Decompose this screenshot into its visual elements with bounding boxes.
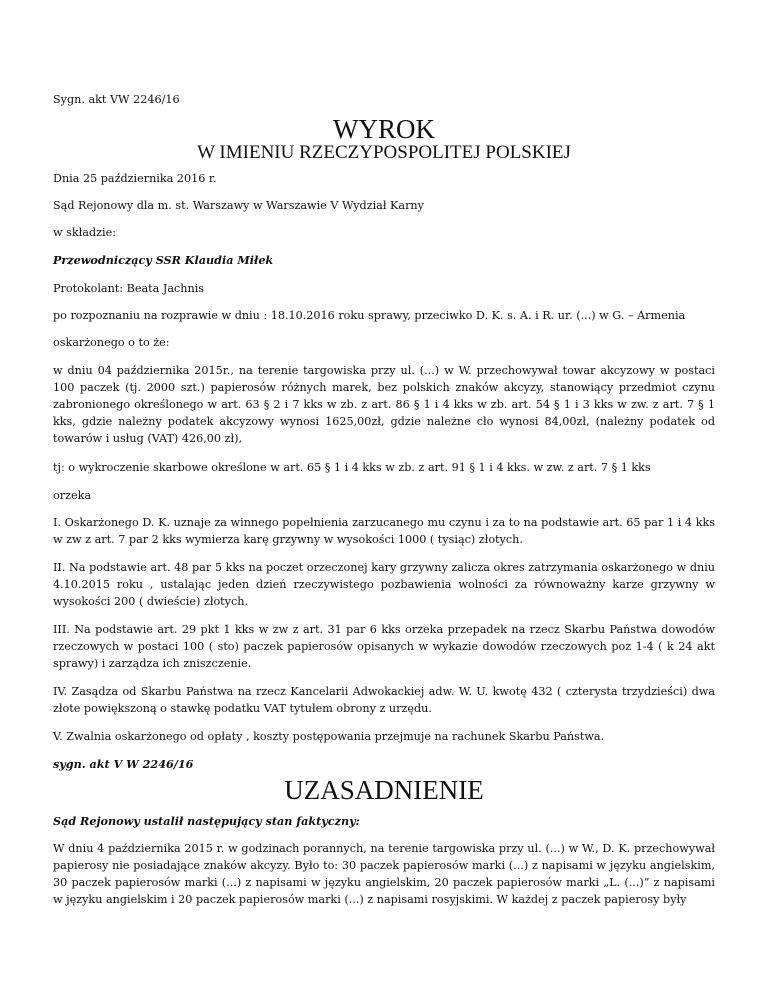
case-reference-2: sygn. akt V W 2246/16	[53, 757, 194, 771]
facts-text: W dniu 4 października 2015 r. w godzinach porannych, na terenie targowiska przy ul. (...) w W., D. K. przechowywał papierosy nie posiadające znaków akcyzy. Było to: 30 paczek papierosów marki (...) z napisami w języku angielskim, 30 paczek papierosów marki (...) z napisami w języku angielskim, 20 paczek papierosów marki „L. (...)” z napisami w języku angielskim i 20 paczek papierosów marki (...) z napisami rosyjskimi. W każdej z paczek papierosy były	[53, 842, 715, 906]
hearing-info: po rozpoznaniu na rozprawie w dniu : 18.10.2016 roku sprawy, przeciwko D. K. s. A. i R. ur. (...) w G. – Armenia	[53, 309, 686, 322]
ruling-word: orzeka	[53, 489, 92, 502]
charge-text: w dniu 04 października 2015r., na terenie targowiska przy ul. (...) w W. przechowywał towar akcyzowy w postaci 100 paczek (tj. 2000 szt.) papierosów różnych marek, bez polskich znaków akcyzy, stanowiący przedmiot czynu zabronionego określonego w art. 63 § 2 i 7 kks w zb. z art. 86 § 1 i 4 kks w zb. art. 54 § 1 i 3 kks w zw. z art. 7 § 1 kks, gdzie należny podatek akcyzowy wynosi 1625,00zł, gdzie należne cło wynosi 84,00zł, (należny podatek od towarów i usług (VAT) 426,00 zł),	[53, 364, 715, 445]
legal-qualification: tj: o wykroczenie skarbowe określone w art. 65 § 1 i 4 kks w zb. z art. 91 § 1 i 4 kks. w zw. z art. 7 § 1 kks	[53, 461, 651, 474]
document-subtitle: W IMIENIU RZECZYPOSPOLITEJ POLSKIEJ	[197, 142, 571, 163]
facts-heading: Sąd Rejonowy ustalił następujący stan faktyczny:	[53, 814, 360, 828]
presiding-judge: Przewodniczący SSR Klaudia Miłek	[53, 253, 274, 267]
court-name: Sąd Rejonowy dla m. st. Warszawy w Warszawie V Wydział Karny	[53, 199, 424, 212]
ruling-point-2: II. Na podstawie art. 48 par 5 kks na poczet orzeczonej kary grzywny zalicza okres zatrzymania oskarżonego w dniu 4.10.2015 roku , ustalając jeden dzień rzeczywistego pozbawienia wolności za równoważny karze grzywny w wysokości 200 ( dwieście) złotych.	[53, 561, 715, 608]
ruling-point-3: III. Na podstawie art. 29 pkt 1 kks w zw z art. 31 par 6 kks orzeka przepadek na rzecz Skarbu Państwa dowodów rzeczowych w postaci 100 ( sto) paczek papierosów opisanych w wykazie dowodów rzeczowych poz 1-4 ( k 24 akt sprawy) i zarządza ich zniszczenie.	[53, 623, 715, 670]
ruling-point-5: V. Zwalnia oskarżonego od opłaty , koszty postępowania przejmuje na rachunek Skarbu Państwa.	[53, 730, 605, 743]
accused-intro: oskarżonego o to że:	[53, 336, 170, 349]
document-title: WYROK	[333, 114, 435, 144]
judgment-date: Dnia 25 października 2016 r.	[53, 172, 217, 185]
ruling-point-1: I. Oskarżonego D. K. uznaje za winnego popełnienia zarzucanego mu czynu i za to na podstawie art. 65 par 1 i 4 kks w zw z art. 7 par 2 kks wymierza karę grzywny w wysokości 1000 ( tysiąc) złotych.	[53, 516, 715, 546]
composition-label: w składzie:	[53, 226, 116, 239]
case-reference: Sygn. akt VW 2246/16	[53, 93, 180, 106]
justification-title: UZASADNIENIE	[284, 775, 484, 805]
recorder: Protokolant: Beata Jachnis	[53, 282, 205, 295]
ruling-point-4: IV. Zasądza od Skarbu Państwa na rzecz Kancelarii Adwokackiej adw. W. U. kwotę 432 ( czterysta trzydzieści) dwa złote powiększoną o stawkę podatku VAT tytułem obrony z urzędu.	[53, 685, 715, 715]
